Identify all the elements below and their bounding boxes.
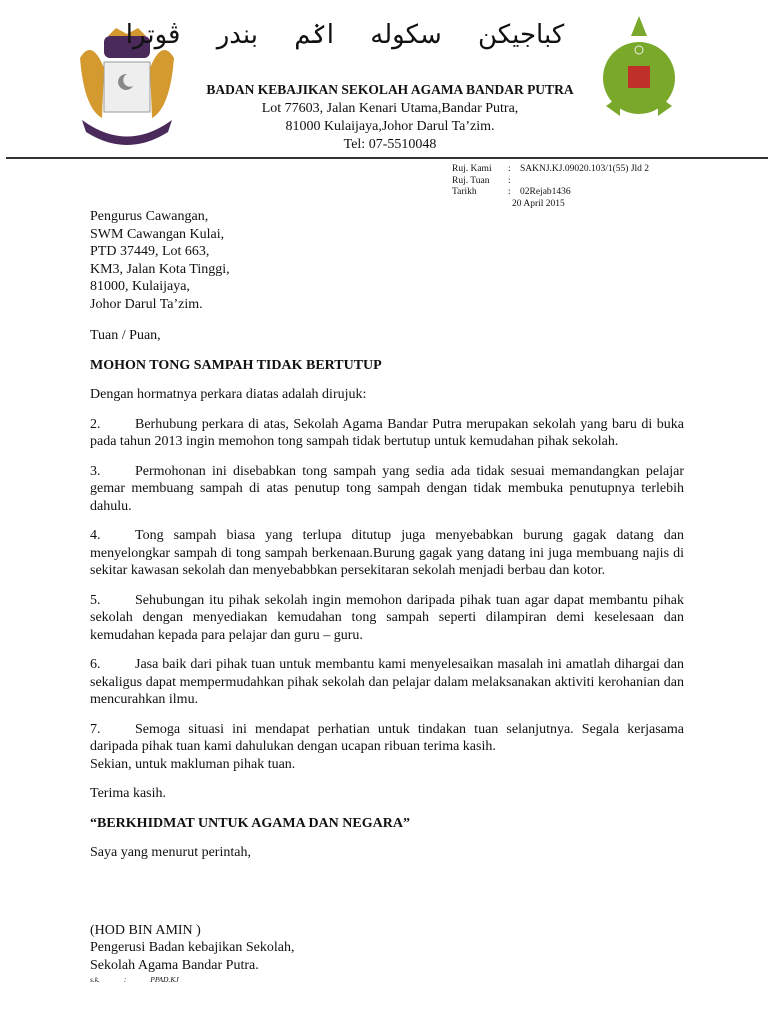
sekian: Sekian, untuk makluman pihak tuan. xyxy=(90,756,296,772)
subject: MOHON TONG SAMPAH TIDAK BERTUTUP xyxy=(90,357,382,373)
letter-body xyxy=(90,208,684,974)
closing: Saya yang menurut perintah, xyxy=(90,845,251,860)
intro: Dengan hormatnya perkara diatas adalah dirujuk: xyxy=(90,387,367,402)
header-divider xyxy=(6,157,768,159)
signatory-school: Sekolah Agama Bandar Putra. xyxy=(90,957,259,973)
org-address-1: Lot 77603, Jalan Kenari Utama,Bandar Putra, xyxy=(261,101,519,116)
cc-line: s.k. : PPAD.KJ xyxy=(90,975,179,984)
signatory xyxy=(90,922,684,975)
signatory-name: (HOD BIN AMIN ) xyxy=(90,922,201,938)
motto: “BERKHIDMAT UNTUK AGAMA DAN NEGARA” xyxy=(90,815,410,831)
thanks: Terima kasih. xyxy=(90,786,166,801)
paragraph-4: 4. Tong sampah biasa yang terlupa ditutup juga menyebabkan burung gagak datang dan menyelongkar sampah di tong sampah berkenaan.Burung gagak yang datang ini juga membuang najis di sekitar kawasan sekolah dan menyebabbkan persekitaran sekolah menjadi berbau dan kotor. xyxy=(90,528,684,578)
school-badge-logo xyxy=(600,16,678,134)
tarikh-hijri: 02Rejab1436 xyxy=(520,187,571,197)
ruj-kami: SAKNJ.KJ.09020.103/1(55) Jld 2 xyxy=(520,164,650,174)
tarikh: 20 April 2015 xyxy=(512,198,565,209)
org-tel: Tel: 07-5510048 xyxy=(343,137,437,152)
paragraph-7: 7. Semoga situasi ini mendapat perhatian untuk tindakan tuan selanjutnya. Segala kerjasama daripada pihak tuan kami dahulukan dengan ucapan ribuan terima kasih. xyxy=(90,721,684,754)
recipient-address: Pengurus Cawangan, SWM Cawangan Kulai, PTD 37449, Lot 663, KM3, Jalan Kota Tinggi, 81000, Kulaijaya, Johor Darul Ta’zim. xyxy=(90,209,230,312)
org-name: BADAN KEBAJIKAN SEKOLAH AGAMA BANDAR PUTRA xyxy=(206,82,574,97)
org-address-2: 81000 Kulaijaya,Johor Darul Ta’zim. xyxy=(285,119,495,134)
paragraph-6: 6. Jasa baik dari pihak tuan untuk membantu kami menyelesaikan masalah ini amatlah dihargai dan sekaligus dapat mempermudahkan pihak sekolah dan pelajar dalam melaksanakan aktiviti kerohanian dan mencurahkan ilmu. xyxy=(90,657,684,707)
reference-block: Ruj. Kami : SAKNJ.KJ.09020.103/1(55) Jld 2 Ruj. Tuan : Tarikh : 02Rejab1436 20 April 2015 xyxy=(452,164,650,209)
signatory-title: Pengerusi Badan kebajikan Sekolah, xyxy=(90,940,295,955)
paragraph-3: 3. Permohonan ini disebabkan tong sampah yang sedia ada tidak sesuai memandangkan pelajar gemar membuang sampah di atas penutup tong sampah dengan tidak membuka penutupnya terlebih dahulu. xyxy=(90,463,684,514)
jawi-school-name: كباجيكن سكوله اݢم بندر ڤوترا xyxy=(125,20,565,50)
paragraph-5: 5. Sehubungan itu pihak sekolah ingin memohon daripada pihak tuan agar dapat membantu pihak sekolah dengan menyediakan kemudahan tong sampah seperti dilampiran demi keselesaan dan kemudahan kepada para pelajar dan guru – guru. xyxy=(90,592,684,643)
salutation: Tuan / Puan, xyxy=(90,328,161,343)
paragraph-2: 2. Berhubung perkara di atas, Sekolah Agama Bandar Putra merupakan sekolah yang baru di buka pada tahun 2013 ingin memohon tong sampah tidak bertutup untuk kemudahan pihak sekolah. xyxy=(90,416,684,449)
